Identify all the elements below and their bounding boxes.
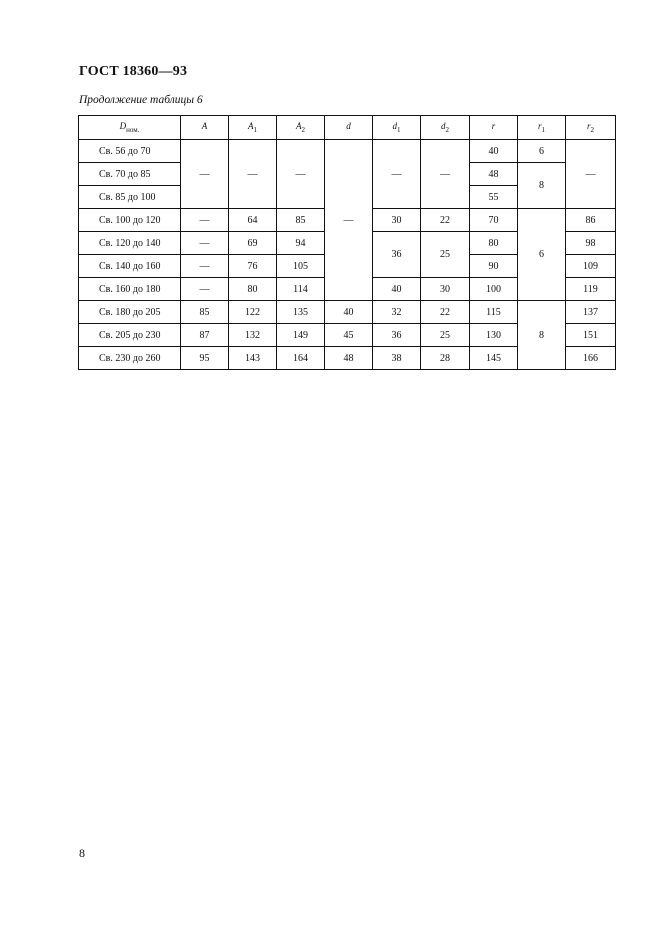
- header-sub: 2: [445, 125, 449, 134]
- header-sub: ном.: [126, 125, 140, 134]
- table-cell: 105: [277, 255, 325, 278]
- header-main: r: [491, 121, 496, 132]
- header-cell-a2: [277, 116, 325, 140]
- table-cell: 36: [373, 324, 421, 347]
- table-cell: 76: [229, 255, 277, 278]
- row-label: Св. 230 до 260: [79, 347, 181, 370]
- table-cell: 8: [518, 301, 566, 370]
- row-label: Св. 160 до 180: [79, 278, 181, 301]
- table-caption: Продолжение таблицы 6: [79, 94, 203, 106]
- page-number: 8: [79, 846, 85, 860]
- table-cell: 130: [470, 324, 518, 347]
- header-cell-d2: [421, 116, 470, 140]
- table-cell: 8: [518, 163, 566, 209]
- table-cell: 69: [229, 232, 277, 255]
- table-cell: 166: [566, 347, 616, 370]
- table-cell: 22: [421, 209, 470, 232]
- table-header-row: [79, 116, 616, 140]
- table-cell: 94: [277, 232, 325, 255]
- header-cell-a: [181, 116, 229, 140]
- header-sub: 1: [541, 125, 545, 134]
- header-cell-r: [470, 116, 518, 140]
- dimensions-table: [78, 115, 616, 370]
- table-cell: —: [277, 140, 325, 209]
- table-cell: 164: [277, 347, 325, 370]
- table-cell: 85: [181, 301, 229, 324]
- row-label: Св. 120 до 140: [79, 232, 181, 255]
- table-cell: 135: [277, 301, 325, 324]
- table-cell: 137: [566, 301, 616, 324]
- table-cell: 80: [229, 278, 277, 301]
- table-cell: —: [373, 140, 421, 209]
- table-cell: 36: [373, 232, 421, 278]
- table-cell: 22: [421, 301, 470, 324]
- table-cell: 132: [229, 324, 277, 347]
- row-label: Св. 205 до 230: [79, 324, 181, 347]
- table-cell: 48: [470, 163, 518, 186]
- header-main: r: [586, 121, 591, 132]
- header-cell-dnom: [79, 116, 181, 140]
- table-cell: —: [421, 140, 470, 209]
- table-cell: —: [181, 232, 229, 255]
- header-sub: 1: [253, 125, 257, 134]
- header-main: A: [248, 121, 254, 132]
- table-cell: 119: [566, 278, 616, 301]
- header-sub: 2: [301, 125, 305, 134]
- table-cell: 122: [229, 301, 277, 324]
- table-cell: 109: [566, 255, 616, 278]
- table-cell: 40: [373, 278, 421, 301]
- table-cell: —: [566, 140, 616, 209]
- table-cell: 45: [325, 324, 373, 347]
- table-cell: 70: [470, 209, 518, 232]
- row-label: Св. 100 до 120: [79, 209, 181, 232]
- table-cell: —: [181, 209, 229, 232]
- table-cell: 86: [566, 209, 616, 232]
- table-cell: 98: [566, 232, 616, 255]
- header-cell-d: [325, 116, 373, 140]
- row-label: Св. 140 до 160: [79, 255, 181, 278]
- table-cell: 40: [470, 140, 518, 163]
- header-main: D: [119, 121, 127, 132]
- table-cell: —: [181, 140, 229, 209]
- table-cell: 6: [518, 140, 566, 163]
- table-cell: 100: [470, 278, 518, 301]
- row-label: Св. 56 до 70: [79, 140, 181, 163]
- table-cell: 85: [277, 209, 325, 232]
- table-cell: 28: [421, 347, 470, 370]
- header-main: A: [201, 121, 208, 132]
- header-cell-a1: [229, 116, 277, 140]
- table-cell: 114: [277, 278, 325, 301]
- header-cell-r1: [518, 116, 566, 140]
- table-cell: 55: [470, 186, 518, 209]
- row-label: Св. 85 до 100: [79, 186, 181, 209]
- table-cell: 48: [325, 347, 373, 370]
- row-label: Св. 70 до 85: [79, 163, 181, 186]
- header-main: d: [392, 121, 397, 132]
- table-cell: —: [181, 278, 229, 301]
- table-cell: 95: [181, 347, 229, 370]
- table-cell: 90: [470, 255, 518, 278]
- table-cell: 40: [325, 301, 373, 324]
- table-cell: 80: [470, 232, 518, 255]
- table-cell: 149: [277, 324, 325, 347]
- header-sub: 1: [397, 125, 401, 134]
- table-cell: 38: [373, 347, 421, 370]
- table-cell: —: [229, 140, 277, 209]
- table-cell: 87: [181, 324, 229, 347]
- table-cell: 115: [470, 301, 518, 324]
- table-row: [79, 301, 616, 324]
- header-main: A: [296, 121, 302, 132]
- table-cell: 30: [421, 278, 470, 301]
- table-cell: 143: [229, 347, 277, 370]
- header-cell-r2: [566, 116, 616, 140]
- table-cell: 64: [229, 209, 277, 232]
- header-main: d: [346, 121, 351, 132]
- table-cell: 145: [470, 347, 518, 370]
- table-cell: 30: [373, 209, 421, 232]
- header-main: r: [537, 121, 542, 132]
- table-cell: —: [181, 255, 229, 278]
- table-cell: 25: [421, 232, 470, 278]
- table-cell: 32: [373, 301, 421, 324]
- table-cell: —: [325, 140, 373, 301]
- table-cell: 6: [518, 209, 566, 301]
- document-title: ГОСТ 18360—93: [79, 64, 188, 79]
- row-label: Св. 180 до 205: [79, 301, 181, 324]
- table-cell: 151: [566, 324, 616, 347]
- header-main: d: [441, 121, 446, 132]
- header-cell-d1: [373, 116, 421, 140]
- table-cell: 25: [421, 324, 470, 347]
- header-sub: 2: [590, 125, 594, 134]
- table-row: [79, 140, 616, 163]
